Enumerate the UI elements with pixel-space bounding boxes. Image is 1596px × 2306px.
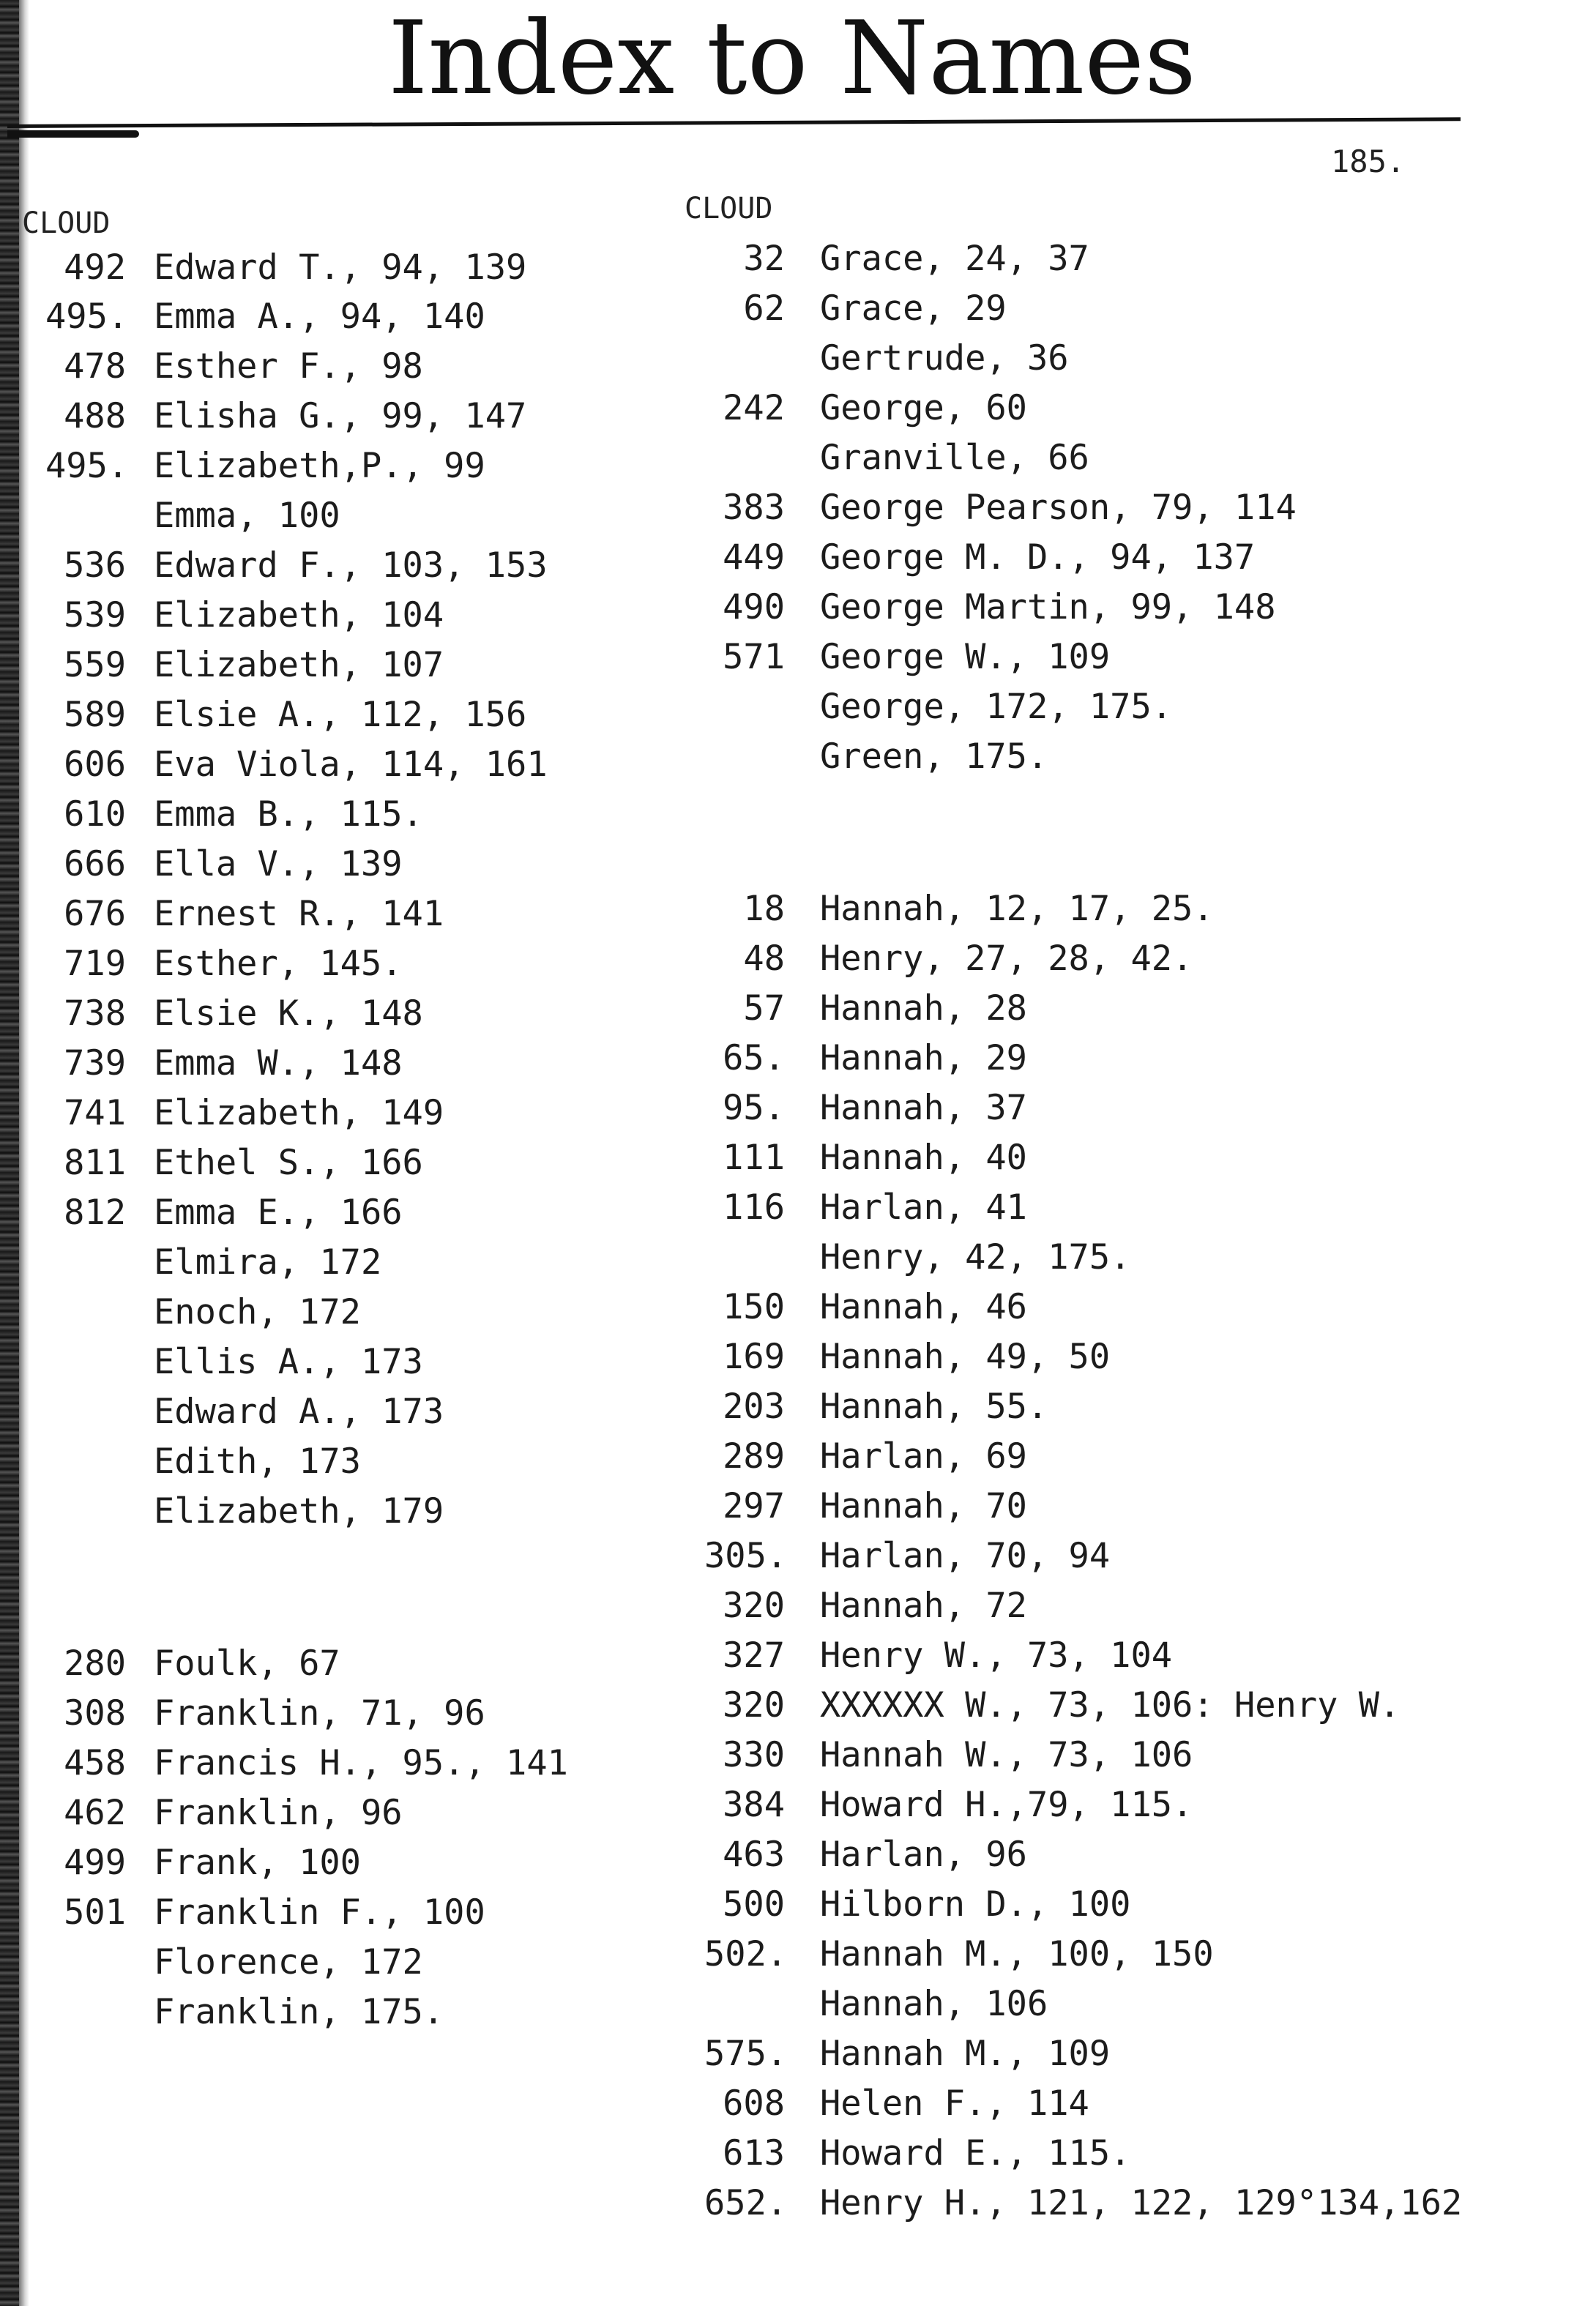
entry-name-and-pages: Elizabeth, 179 [154, 1491, 444, 1531]
entry-number: 169 [723, 1337, 785, 1377]
entry-number: 676 [64, 894, 126, 934]
entry-number: 719 [64, 944, 126, 984]
entry-name-and-pages: Hannah, 37 [820, 1088, 1027, 1128]
entry-name-and-pages: Elsie A., 112, 156 [154, 695, 527, 735]
entry-name-and-pages: Harlan, 96 [820, 1835, 1027, 1875]
entry-number: 65. [723, 1038, 785, 1078]
entry-number: 492 [64, 247, 126, 288]
entry-name-and-pages: Emma W., 148 [154, 1043, 403, 1083]
left-column-header: CLOUD [22, 206, 111, 240]
entry-number: 666 [64, 844, 126, 884]
entry-name-and-pages: Edward A., 173 [154, 1392, 444, 1432]
page-number: 185. [1331, 143, 1406, 179]
entry-name-and-pages: George Martin, 99, 148 [820, 587, 1276, 627]
entry-name-and-pages: Enoch, 172 [154, 1292, 361, 1332]
entry-name-and-pages: Elizabeth,P., 99 [154, 446, 485, 486]
entry-number: 383 [723, 488, 785, 528]
entry-name-and-pages: Harlan, 41 [820, 1187, 1027, 1228]
entry-number: 327 [723, 1635, 785, 1676]
entry-number: 289 [723, 1436, 785, 1477]
entry-name-and-pages: Howard H.,79, 115. [820, 1785, 1193, 1825]
entry-number: 741 [64, 1093, 126, 1133]
entry-name-and-pages: Esther, 145. [154, 944, 403, 984]
right-column-header: CLOUD [685, 192, 773, 225]
entry-name-and-pages: George M. D., 94, 137 [820, 537, 1256, 578]
entry-number: 320 [723, 1685, 785, 1725]
entry-name-and-pages: Frank, 100 [154, 1843, 361, 1883]
entry-name-and-pages: Edward F., 103, 153 [154, 545, 548, 586]
entry-name-and-pages: Gertrude, 36 [820, 338, 1069, 378]
entry-name-and-pages: Henry, 42, 175. [820, 1237, 1131, 1277]
entry-name-and-pages: Hannah, 106 [820, 1984, 1048, 2024]
binding-shadow [19, 0, 29, 2306]
entry-number: 499 [64, 1843, 126, 1883]
entry-number: 57 [743, 988, 785, 1029]
entry-name-and-pages: XXXXXX W., 73, 106: Henry W. [820, 1685, 1401, 1725]
entry-number: 559 [64, 645, 126, 685]
entry-name-and-pages: Ellis A., 173 [154, 1342, 423, 1382]
entry-number: 116 [723, 1187, 785, 1228]
entry-number: 32 [743, 239, 785, 279]
entry-number: 652. [704, 2183, 788, 2223]
entry-number: 571 [723, 637, 785, 677]
entry-name-and-pages: Elizabeth, 104 [154, 595, 444, 635]
entry-name-and-pages: Hannah M., 109 [820, 2034, 1111, 2074]
entry-name-and-pages: George Pearson, 79, 114 [820, 488, 1297, 528]
entry-name-and-pages: Harlan, 70, 94 [820, 1536, 1111, 1576]
entry-number: 739 [64, 1043, 126, 1083]
entry-number: 384 [723, 1785, 785, 1825]
entry-number: 330 [723, 1735, 785, 1775]
entry-name-and-pages: Emma, 100 [154, 496, 340, 536]
entry-name-and-pages: Ethel S., 166 [154, 1143, 423, 1183]
entry-name-and-pages: Florence, 172 [154, 1942, 423, 1982]
entry-name-and-pages: Ernest R., 141 [154, 894, 444, 934]
entry-number: 501 [64, 1892, 126, 1933]
entry-name-and-pages: Esther F., 98 [154, 346, 423, 387]
entry-name-and-pages: Ella V., 139 [154, 844, 403, 884]
entry-number: 495. [45, 446, 129, 486]
entry-name-and-pages: Grace, 29 [820, 288, 1007, 329]
entry-name-and-pages: Henry H., 121, 122, 129°134,162 [820, 2183, 1463, 2223]
entry-name-and-pages: Franklin, 71, 96 [154, 1693, 485, 1734]
entry-name-and-pages: George, 172, 175. [820, 687, 1173, 727]
entry-number: 488 [64, 396, 126, 436]
entry-number: 203 [723, 1387, 785, 1427]
entry-number: 613 [723, 2133, 785, 2173]
entry-name-and-pages: Hannah, 55. [820, 1387, 1048, 1427]
entry-name-and-pages: Hannah W., 73, 106 [820, 1735, 1193, 1775]
entry-name-and-pages: Elsie K., 148 [154, 993, 423, 1034]
entry-number: 462 [64, 1793, 126, 1833]
entry-number: 150 [723, 1287, 785, 1327]
entry-name-and-pages: Hannah, 72 [820, 1586, 1027, 1626]
entry-number: 308 [64, 1693, 126, 1734]
entry-name-and-pages: Green, 175. [820, 736, 1048, 777]
entry-number: 490 [723, 587, 785, 627]
entry-name-and-pages: Hannah, 49, 50 [820, 1337, 1111, 1377]
entry-number: 478 [64, 346, 126, 387]
entry-name-and-pages: Franklin, 175. [154, 1992, 444, 2032]
entry-name-and-pages: Hannah, 46 [820, 1287, 1027, 1327]
entry-name-and-pages: Elmira, 172 [154, 1242, 382, 1283]
entry-number: 608 [723, 2083, 785, 2124]
entry-name-and-pages: Hilborn D., 100 [820, 1884, 1131, 1925]
entry-number: 111 [723, 1138, 785, 1178]
entry-number: 589 [64, 695, 126, 735]
entry-name-and-pages: Emma A., 94, 140 [154, 296, 485, 337]
entry-number: 606 [64, 745, 126, 785]
entry-number: 18 [743, 889, 785, 929]
entry-name-and-pages: Edith, 173 [154, 1441, 361, 1482]
entry-number: 495. [45, 296, 129, 337]
entry-name-and-pages: Granville, 66 [820, 438, 1089, 478]
entry-name-and-pages: Foulk, 67 [154, 1643, 340, 1684]
entry-name-and-pages: Hannah, 29 [820, 1038, 1027, 1078]
entry-name-and-pages: Eva Viola, 114, 161 [154, 745, 548, 785]
entry-number: 62 [743, 288, 785, 329]
entry-number: 463 [723, 1835, 785, 1875]
entry-number: 575. [704, 2034, 788, 2074]
entry-number: 738 [64, 993, 126, 1034]
entry-name-and-pages: Elizabeth, 107 [154, 645, 444, 685]
entry-name-and-pages: Emma E., 166 [154, 1193, 403, 1233]
entry-name-and-pages: Grace, 24, 37 [820, 239, 1089, 279]
entry-number: 280 [64, 1643, 126, 1684]
entry-name-and-pages: George, 60 [820, 388, 1027, 428]
entry-name-and-pages: Hannah, 28 [820, 988, 1027, 1029]
entry-name-and-pages: Franklin F., 100 [154, 1892, 485, 1933]
entry-name-and-pages: Henry W., 73, 104 [820, 1635, 1173, 1676]
entry-name-and-pages: Franklin, 96 [154, 1793, 403, 1833]
entry-number: 458 [64, 1743, 126, 1783]
entry-name-and-pages: Hannah M., 100, 150 [820, 1934, 1214, 1974]
entry-name-and-pages: Francis H., 95., 141 [154, 1743, 568, 1783]
entry-number: 48 [743, 939, 785, 979]
entry-name-and-pages: Hannah, 12, 17, 25. [820, 889, 1214, 929]
entry-name-and-pages: Helen F., 114 [820, 2083, 1089, 2124]
entry-name-and-pages: Elisha G., 99, 147 [154, 396, 527, 436]
entry-number: 539 [64, 595, 126, 635]
entry-number: 812 [64, 1193, 126, 1233]
entry-name-and-pages: Elizabeth, 149 [154, 1093, 444, 1133]
entry-name-and-pages: Hannah, 70 [820, 1486, 1027, 1526]
entry-name-and-pages: Hannah, 40 [820, 1138, 1027, 1178]
entry-name-and-pages: Harlan, 69 [820, 1436, 1027, 1477]
entry-number: 449 [723, 537, 785, 578]
entry-number: 242 [723, 388, 785, 428]
entry-name-and-pages: Edward T., 94, 139 [154, 247, 527, 288]
entry-name-and-pages: Emma B., 115. [154, 794, 423, 835]
page-title: Index to Names [388, 0, 1196, 117]
entry-number: 536 [64, 545, 126, 586]
book-binding-edge [0, 0, 19, 2306]
entry-number: 320 [723, 1586, 785, 1626]
entry-number: 500 [723, 1884, 785, 1925]
entry-name-and-pages: Howard E., 115. [820, 2133, 1131, 2173]
entry-number: 610 [64, 794, 126, 835]
entry-number: 502. [704, 1934, 788, 1974]
entry-number: 297 [723, 1486, 785, 1526]
title-rule-end [7, 130, 139, 138]
entry-number: 95. [723, 1088, 785, 1128]
entry-name-and-pages: Henry, 27, 28, 42. [820, 939, 1193, 979]
entry-name-and-pages: George W., 109 [820, 637, 1111, 677]
entry-number: 811 [64, 1143, 126, 1183]
title-rule [7, 117, 1461, 128]
entry-number: 305. [704, 1536, 788, 1576]
